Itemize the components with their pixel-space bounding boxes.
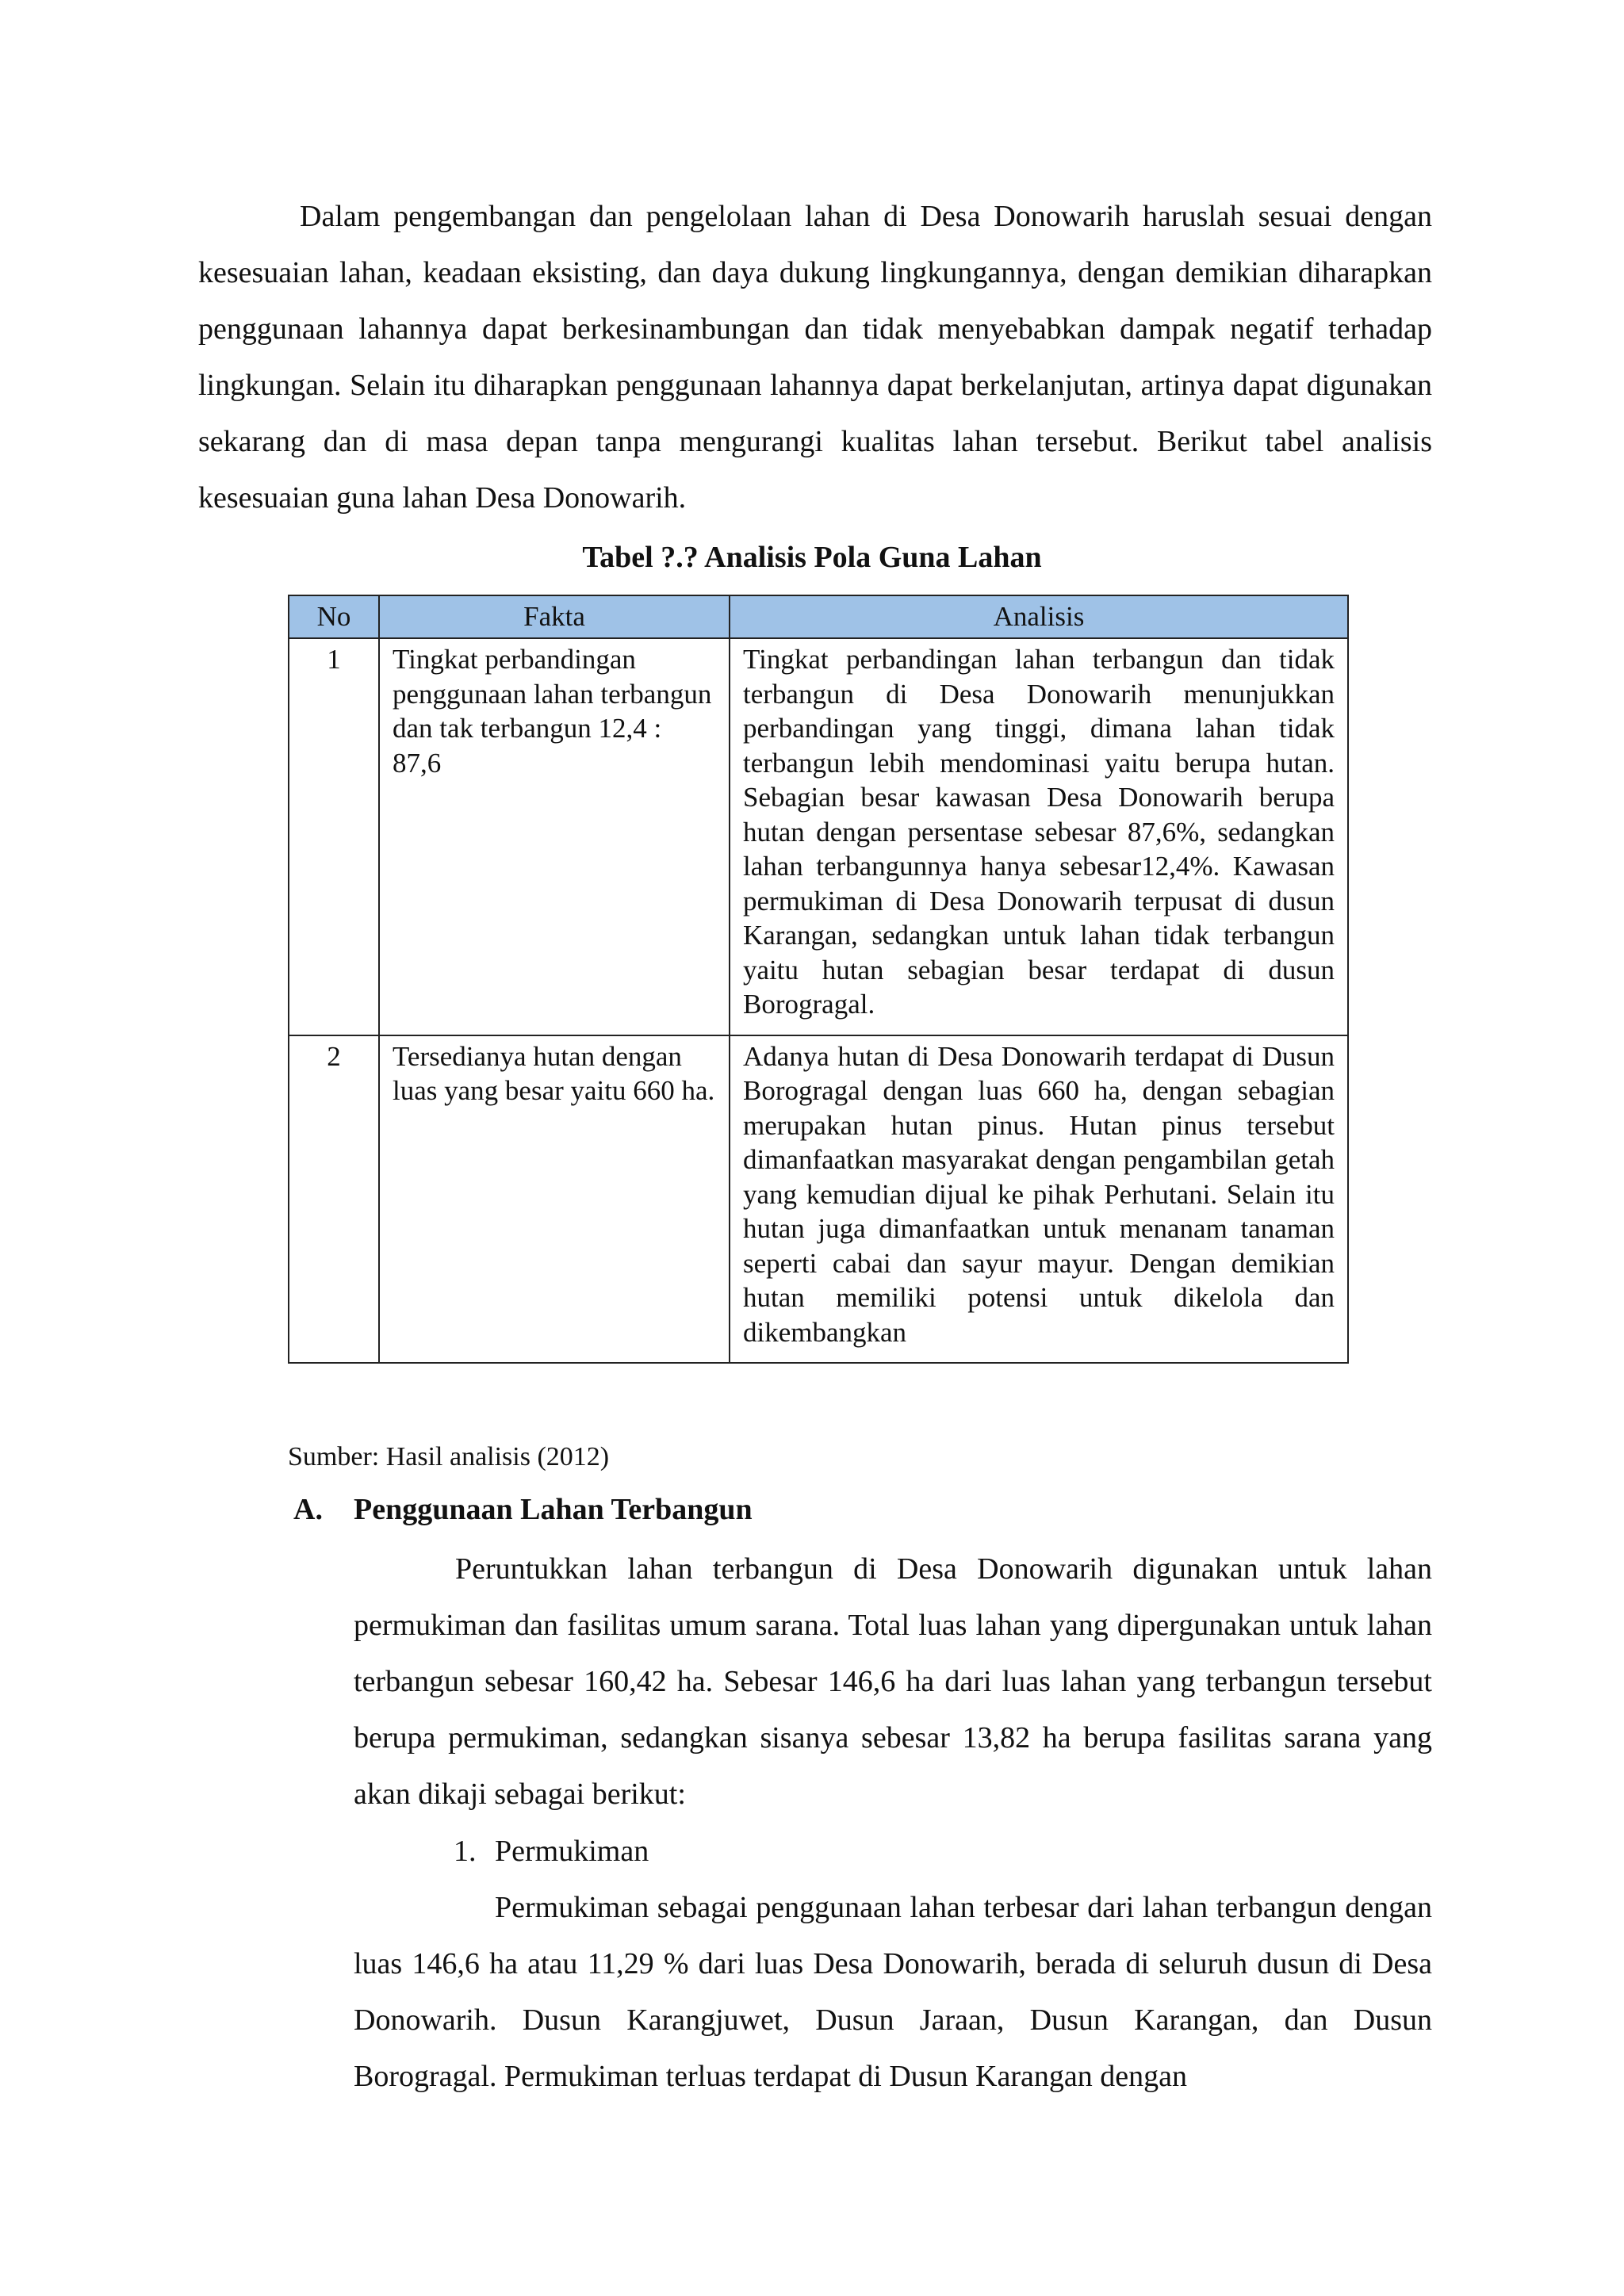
cell-no: 1	[289, 638, 379, 1035]
analysis-table	[288, 595, 1349, 1364]
cell-fakta: Tingkat perbandingan penggunaan lahan terbangun dan tak terbangun 12,4 : 87,6	[379, 638, 730, 1035]
subsection-number: 1.	[454, 1835, 477, 1868]
table-caption: Tabel ?.? Analisis Pola Guna Lahan	[582, 541, 1042, 574]
cell-analisis: Adanya hutan di Desa Donowarih terdapat di Dusun Borogragal dengan luas 660 ha, dengan sebagian merupakan hutan pinus. Hutan pinus tersebut dimanfaatkan masyarakat dengan pengambilan getah yang kemudian dijual ke pihak Perhutani. Selain itu hutan juga dimanfaatkan untuk menanam tanaman seperti cabai dan sayur mayur. Dengan demikian hutan memiliki potensi untuk dikelola dan dikembangkan	[730, 1035, 1348, 1364]
header-fakta: Fakta	[379, 595, 730, 638]
header-no: No	[289, 595, 379, 638]
cell-no: 2	[289, 1035, 379, 1364]
cell-fakta: Tersedianya hutan dengan luas yang besar yaitu 660 ha.	[379, 1035, 730, 1364]
subsection-title: Permukiman	[495, 1835, 649, 1868]
table-header-row	[289, 595, 1348, 638]
table-row	[289, 638, 1348, 1035]
subsection-heading	[454, 1823, 649, 1880]
section-paragraph: Peruntukkan lahan terbangun di Desa Donowarih digunakan untuk lahan permukiman dan fasilitas umum sarana. Total luas lahan yang dipergunakan untuk lahan terbangun sebesar 160,42 ha. Sebesar 146,6 ha dari luas lahan yang terbangun tersebut berupa permukiman, sedangkan sisanya sebesar 13,82 ha berupa fasilitas sarana yang akan dikaji sebagai berikut:	[354, 1552, 1432, 1811]
section-heading	[293, 1487, 753, 1532]
subsection-paragraph: Permukiman sebagai penggunaan lahan terbesar dari lahan terbangun dengan luas 146,6 ha atau 11,29 % dari luas Desa Donowarih, berada di seluruh dusun di Desa Donowarih. Dusun Karangjuwet, Dusun Jaraan, Dusun Karangan, dan Dusun Borogragal. Permukiman terluas terdapat di Dusun Karangan dengan	[354, 1891, 1432, 2093]
table-source: Sumber: Hasil analisis (2012)	[288, 1442, 610, 1471]
table-row	[289, 1035, 1348, 1364]
section-letter: A.	[293, 1493, 323, 1526]
intro-paragraph: Dalam pengembangan dan pengelolaan lahan di Desa Donowarih haruslah sesuai dengan kesesuaian lahan, keadaan eksisting, dan daya dukung lingkungannya, dengan demikian diharapkan penggunaan lahannya dapat berkesinambungan dan tidak menyebabkan dampak negatif terhadap lingkungan. Selain itu diharapkan penggunaan lahannya dapat berkelanjutan, artinya dapat digunakan sekarang dan di masa depan tanpa mengurangi kualitas lahan tersebut. Berikut tabel analisis kesesuaian guna lahan Desa Donowarih.	[198, 200, 1432, 515]
header-analisis: Analisis	[730, 595, 1348, 638]
section-title: Penggunaan Lahan Terbangun	[354, 1493, 753, 1526]
cell-analisis: Tingkat perbandingan lahan terbangun dan tidak terbangun di Desa Donowarih menunjukkan perbandingan yang tinggi, dimana lahan tidak terbangun lebih mendominasi yaitu berupa hutan. Sebagian besar kawasan Desa Donowarih berupa hutan dengan persentase sebesar 87,6%, sedangkan lahan terbangunnya hanya sebesar12,4%. Kawasan permukiman di Desa Donowarih terpusat di dusun Karangan, sedangkan untuk lahan tidak terbangun yaitu hutan sebagian besar terdapat di dusun Borogragal.	[730, 638, 1348, 1035]
